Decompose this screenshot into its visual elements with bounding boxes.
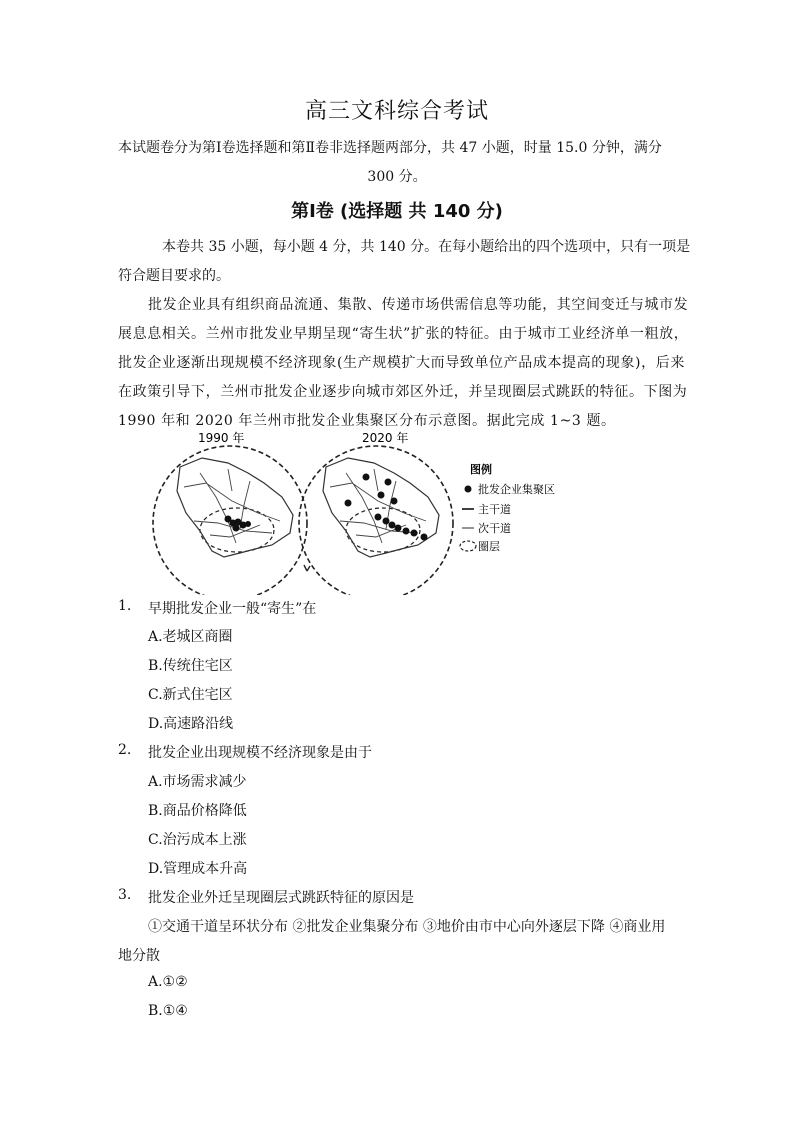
cluster-dot — [345, 500, 352, 507]
q1-option-d: D.高速路沿线 — [148, 716, 234, 732]
q2-option-c: C.治污成本上涨 — [148, 832, 247, 848]
question-number: 2. — [118, 742, 132, 758]
passage-line2: 展息息相关。兰州市批发业早期呈现“寄生状”扩张的特征。由于城市工业经济单一粗放， — [118, 326, 689, 342]
cluster-dot — [385, 479, 392, 486]
roads — [184, 469, 280, 543]
cluster-dot — [245, 521, 251, 527]
instructions-line1: 本卷共 35 小题，每小题 4 分，共 140 分。在每小题给出的四个选项中，只有一项是 — [162, 239, 691, 255]
legend-title: 图例 — [470, 463, 492, 476]
question-text: 早期批发企业一般“寄生”在 — [148, 601, 317, 617]
cluster-dot — [375, 514, 382, 521]
question-number: 3. — [118, 887, 132, 903]
section-title: 第Ⅰ卷 (选择题 共 140 分) — [291, 201, 503, 222]
passage-line3: 批发企业逐渐出现规模不经济现象(生产规模扩大而导致单位产品成本提高的现象)，后来 — [118, 355, 685, 371]
question-3 — [0, 887, 794, 907]
q3-statements-line2: 地分散 — [118, 948, 160, 964]
q2-option-a: A.市场需求减少 — [148, 774, 247, 790]
cluster-dot — [403, 528, 410, 535]
map-1990-label: 1990 年 — [198, 431, 245, 445]
cluster-dot — [378, 492, 385, 499]
q1-option-c: C.新式住宅区 — [148, 687, 233, 703]
city-boundary — [323, 458, 439, 557]
cluster-dot — [233, 525, 240, 532]
question-1 — [0, 598, 794, 618]
cluster-dot — [395, 525, 402, 532]
passage-line1: 批发企业具有组织商品流通、集散、传递市场供需信息等功能，其空间变迁与城市发 — [148, 297, 689, 313]
map-2020-label: 2020 年 — [362, 431, 409, 445]
q3-option-b: B.①④ — [148, 1003, 188, 1019]
cluster-dot — [391, 498, 398, 505]
passage-line4: 在政策引导下，兰州市批发企业逐步向城市郊区外迁，并呈现圈层式跳跃的特征。下图为 — [118, 384, 688, 400]
q2-option-d: D.管理成本升高 — [148, 861, 248, 877]
legend-ring-icon — [460, 541, 476, 551]
page-title: 高三文科综合考试 — [304, 99, 489, 124]
q2-option-b: B.商品价格降低 — [148, 803, 247, 819]
cluster-dot — [363, 474, 370, 481]
legend-item-ring: 圈层 — [478, 540, 500, 553]
question-text: 批发企业出现规模不经济现象是由于 — [148, 745, 372, 761]
legend-cluster-dot-icon — [465, 486, 472, 493]
map-1990 — [153, 446, 307, 595]
q3-statements-line1: ①交通干道呈环状分布 ②批发企业集聚分布 ③地价由市中心向外逐层下降 ④商业用 — [148, 919, 666, 935]
exam-intro-line2: 300 分。 — [367, 169, 427, 185]
question-text: 批发企业外迁呈现圈层式跳跃特征的原因是 — [148, 890, 414, 906]
question-number: 1. — [118, 598, 132, 614]
q3-option-a: A.①② — [148, 974, 188, 990]
cluster-dot — [411, 530, 418, 537]
cluster-dot — [421, 534, 428, 541]
cluster-dot — [389, 522, 396, 529]
exam-intro-line1: 本试题卷分为第Ⅰ卷选择题和第Ⅱ卷非选择题两部分，共 47 小题，时量 15.0 分钟，满分 — [118, 140, 662, 156]
cluster-dot — [383, 518, 390, 525]
legend-item-secondary-road: 次干道 — [478, 522, 511, 535]
city-boundary — [177, 458, 293, 557]
legend-item-cluster: 批发企业集聚区 — [478, 483, 555, 496]
map-2020 — [299, 446, 453, 595]
legend-item-main-road: 主干道 — [478, 503, 511, 516]
q1-option-b: B.传统住宅区 — [148, 658, 233, 674]
legend — [460, 462, 555, 553]
q1-option-a: A.老城区商圈 — [148, 629, 233, 645]
question-2 — [0, 742, 794, 762]
outer-ring-circle — [299, 446, 453, 595]
wholesale-distribution-figure — [140, 425, 600, 595]
north-arrow-icon — [304, 565, 310, 571]
instructions-line2: 符合题目要求的。 — [118, 268, 230, 284]
passage-line5: 1990 年和 2020 年兰州市批发企业集聚区分布示意图。据此完成 1~3 题。 — [118, 413, 616, 429]
